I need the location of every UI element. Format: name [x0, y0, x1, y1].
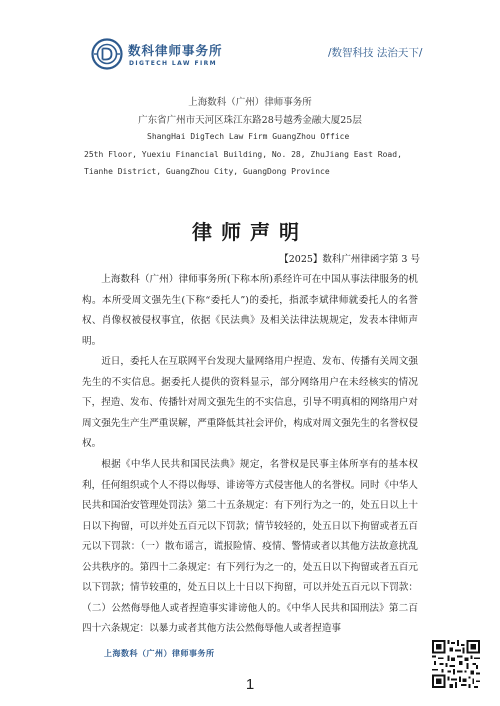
qr-code-icon: [432, 640, 480, 688]
firm-name-en: DIGTECH LAW FIRM: [129, 60, 217, 67]
firm-logo-icon: [91, 38, 123, 70]
address-en-line-1: ShangHai DigTech Law Firm GuangZhou Office: [147, 132, 350, 141]
slogan: /数智科技 法治天下/: [328, 47, 423, 59]
document-number: 【2025】数科广州律函字第 3 号: [279, 254, 420, 265]
address-en-line-2: 25th Floor, Yuexiu Financial Building, No. 28, ZhuJiang East Road,: [84, 150, 402, 159]
document-title: 律师声明: [192, 220, 308, 244]
paragraph-2: 近日，委托人在互联网平台发现大量网络用户捏造、发布、传播有关周文强先生的不实信息。据委托人提供的资料显示，部分网络用户在未经核实的情况下，捏造、发布、传播针对周文强先生的不实信息，引导不明真相的网络用户对周文强先生产生严重误解，严重降低其社会评价，构成对周文强先生的名誉权侵权。: [82, 356, 418, 449]
footer-firm-name: 上海数科（广州）律师事务所: [104, 649, 215, 658]
firm-name-cn: 数科律师事务所: [128, 43, 223, 58]
address-cn-line-1: 上海数科（广州）律师事务所: [188, 97, 312, 108]
paragraph-1: 上海数科（广州）律师事务所(下称本所)系经许可在中国从事法律服务的机构。本所受周文强先生(下称“委托人”)的委托，指派李斌律师就委托人的名誉权、肖像权被侵权事宜，依据《民法典》及相关法律法规规定，发表本律师声明。: [82, 274, 418, 347]
address-en-line-3: Tianhe District, GuangZhou City, GuangDong Province: [84, 167, 330, 176]
address-cn-line-2: 广东省广州市天河区珠江东路28号越秀金融大厦25层: [138, 115, 362, 126]
page-number: 1: [245, 676, 255, 693]
letterhead: [0, 0, 500, 92]
paragraph-3: 根据《中华人民共和国民法典》规定，名誉权是民事主体所享有的基本权利，任何组织或个人不得以侮辱、诽谤等方式侵害他人的名誉权。同时《中华人民共和国治安管理处罚法》第二十五条规定：有下列行为之一的，处五日以上十日以下拘留，可以并处五百元以下罚款；情节较轻的，处五日以下拘留或者五百元以下罚款：（一）散布谣言，谎报险情、疫情、警情或者以其他方法故意扰乱公共秩序的。第四十二条规定：有下列行为之一的，处五日以下拘留或者五百元以下罚款；情节较重的，处五日以上十日以下拘留，可以并处五百元以下罚款：（二）公然侮辱他人或者捏造事实诽谤他人的。《中华人民共和国刑法》第二百四十六条规定：以暴力或者其他方法公然侮辱他人或者捏造事: [82, 459, 418, 634]
